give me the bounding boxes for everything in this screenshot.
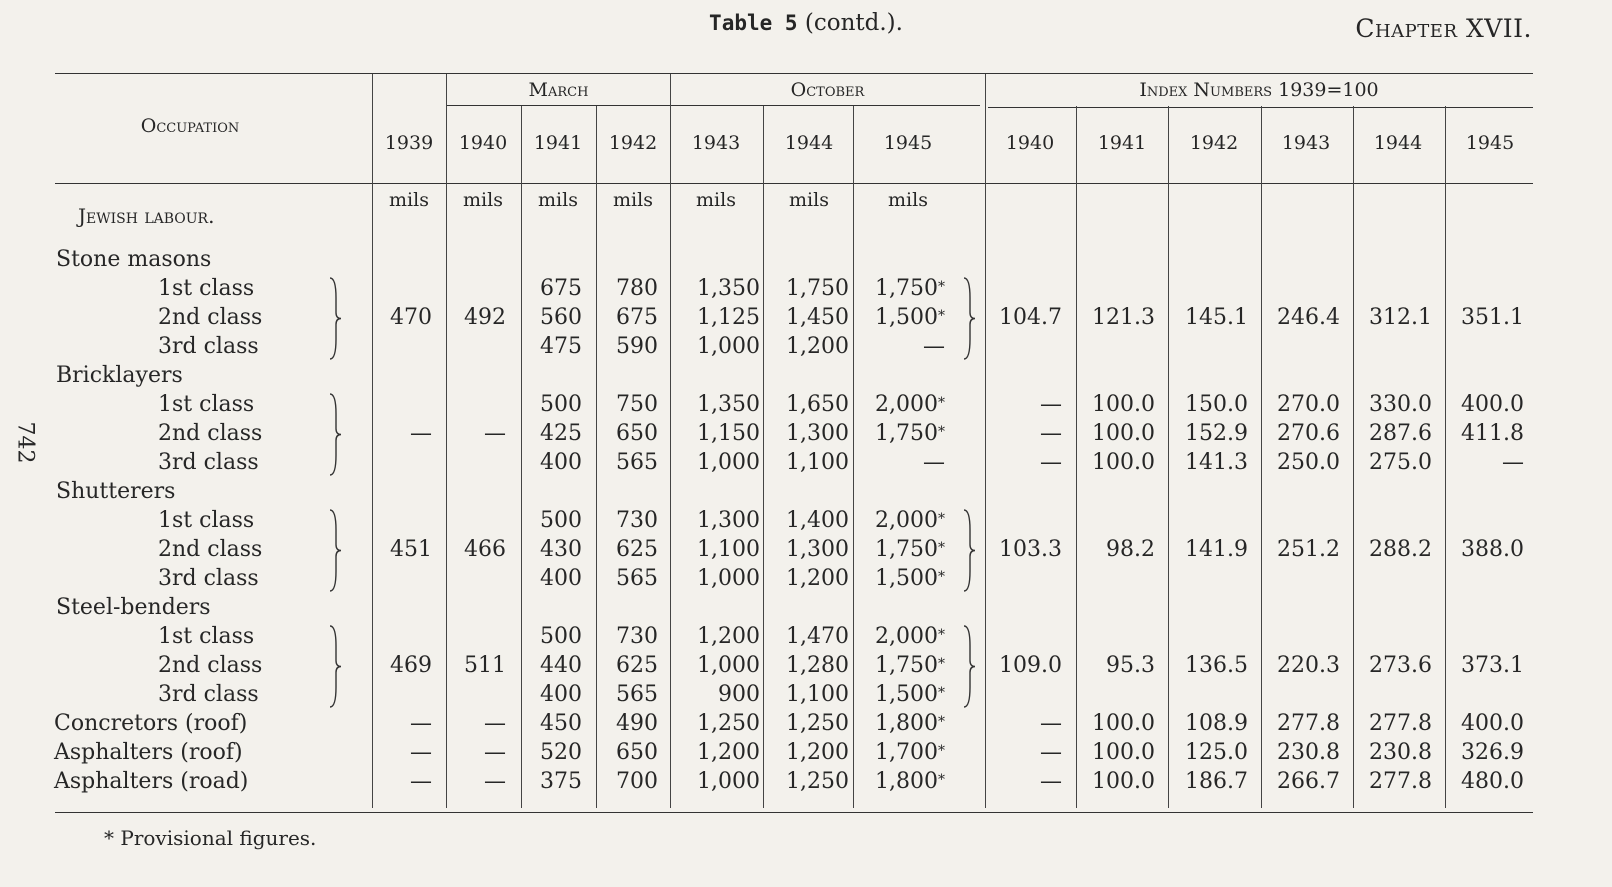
index-value: 270.0	[1277, 392, 1340, 417]
class-label: 3rd class	[158, 682, 259, 707]
index-value: 95.3	[1106, 653, 1155, 678]
provisional-marker: *	[938, 627, 945, 643]
wage-value: 590	[616, 334, 658, 359]
wage-value: 750	[616, 392, 658, 417]
wage-value-1940: 466	[464, 537, 506, 562]
class-label: 1st class	[158, 624, 255, 649]
header-year: 1942	[608, 132, 658, 154]
index-value: 141.9	[1185, 537, 1248, 562]
index-value: 100.0	[1092, 392, 1155, 417]
wage-value: 1,250	[786, 711, 849, 736]
wage-value: 1,470	[786, 624, 849, 649]
wage-value: 2,000*	[875, 624, 945, 649]
wage-value: 430	[540, 537, 582, 562]
rule-line	[55, 183, 1533, 184]
wage-value-1939: 470	[390, 305, 432, 330]
wage-value: 490	[616, 711, 658, 736]
index-value: 100.0	[1092, 769, 1155, 794]
wage-value: 1,200	[786, 566, 849, 591]
class-label: 3rd class	[158, 566, 259, 591]
wage-value: 1,000	[697, 334, 760, 359]
header-index-year: 1942	[1189, 132, 1239, 154]
index-value: 109.0	[999, 653, 1062, 678]
index-value: 152.9	[1185, 421, 1248, 446]
wage-value: 375	[540, 769, 582, 794]
index-value: 121.3	[1092, 305, 1155, 330]
index-value: 275.0	[1369, 450, 1432, 475]
index-value: 411.8	[1461, 421, 1524, 446]
wage-value: 400	[540, 450, 582, 475]
index-value: 108.9	[1185, 711, 1248, 736]
wage-value: 1,400	[786, 508, 849, 533]
index-value: 100.0	[1092, 421, 1155, 446]
wage-value: 1,150	[697, 421, 760, 446]
wage-value-1939: 451	[390, 537, 432, 562]
header-year: 1941	[533, 132, 583, 154]
index-value: 100.0	[1092, 450, 1155, 475]
wage-value: 560	[540, 305, 582, 330]
wage-value: 1,800*	[875, 769, 945, 794]
index-value: 388.0	[1461, 537, 1524, 562]
footnote: * Provisional figures.	[104, 826, 317, 850]
wage-value: 400	[540, 566, 582, 591]
index-value: —	[1040, 421, 1062, 446]
wage-value: 650	[616, 421, 658, 446]
header-index-year: 1944	[1373, 132, 1423, 154]
unit-label: mils	[389, 189, 429, 211]
index-value: 220.3	[1277, 653, 1340, 678]
index-value: 277.8	[1277, 711, 1340, 736]
provisional-marker: *	[938, 569, 945, 585]
wage-value: 675	[616, 305, 658, 330]
wage-value-1940: 511	[464, 653, 506, 678]
group-label: Shutterers	[56, 479, 176, 504]
brace-icon	[328, 509, 342, 592]
index-value: 250.0	[1277, 450, 1340, 475]
wage-value: 1,350	[697, 392, 760, 417]
header-index-numbers: Index Numbers 1939=100	[1139, 79, 1379, 101]
index-value: 230.8	[1369, 740, 1432, 765]
wage-value: —	[484, 711, 506, 736]
wage-value: 1,000	[697, 653, 760, 678]
provisional-marker: *	[938, 540, 945, 556]
wage-value-1940: 492	[464, 305, 506, 330]
header-index-year: 1941	[1097, 132, 1147, 154]
wage-value: 1,500*	[875, 682, 945, 707]
unit-label: mils	[696, 189, 736, 211]
header-index-year: 1940	[1005, 132, 1055, 154]
wage-value: —	[923, 450, 945, 475]
wage-value: 1,300	[697, 508, 760, 533]
index-value: 312.1	[1369, 305, 1432, 330]
index-value: 273.6	[1369, 653, 1432, 678]
index-value: 287.6	[1369, 421, 1432, 446]
wage-value: 450	[540, 711, 582, 736]
index-value: —	[1040, 450, 1062, 475]
index-value: 98.2	[1106, 537, 1155, 562]
wage-value: 1,200	[786, 334, 849, 359]
occupation-label: Asphalters (roof)	[54, 740, 243, 765]
brace-icon	[962, 277, 976, 360]
wage-value: 1,250	[786, 769, 849, 794]
wage-value: 1,280	[786, 653, 849, 678]
wage-value: 1,300	[786, 421, 849, 446]
wage-value: 1,300	[786, 537, 849, 562]
provisional-marker: *	[938, 424, 945, 440]
provisional-marker: *	[938, 685, 945, 701]
provisional-marker: *	[938, 714, 945, 730]
wage-value: 1,800*	[875, 711, 945, 736]
section-heading: Jewish labour.	[78, 204, 215, 228]
wage-value: —	[923, 334, 945, 359]
index-value: 186.7	[1185, 769, 1248, 794]
brace-icon	[328, 625, 342, 708]
wage-value: 1,700*	[875, 740, 945, 765]
wage-value: 1,000	[697, 450, 760, 475]
brace-icon	[328, 277, 342, 360]
wage-value: 2,000*	[875, 508, 945, 533]
wage-value: —	[410, 711, 432, 736]
wage-value: 625	[616, 653, 658, 678]
wage-value: 730	[616, 508, 658, 533]
header-year: 1943	[691, 132, 741, 154]
wage-value: 675	[540, 276, 582, 301]
unit-label: mils	[463, 189, 503, 211]
page-number: 742	[12, 421, 38, 464]
index-value: 270.6	[1277, 421, 1340, 446]
header-index-year: 1943	[1281, 132, 1331, 154]
header-occupation: Occupation	[140, 115, 240, 137]
chapter-heading: Chapter XVII.	[1355, 14, 1532, 43]
wage-value: 565	[616, 566, 658, 591]
class-label: 1st class	[158, 276, 255, 301]
group-label: Stone masons	[56, 247, 212, 272]
index-value: 400.0	[1461, 392, 1524, 417]
rule-line	[55, 812, 1533, 813]
index-value: 288.2	[1369, 537, 1432, 562]
class-label: 1st class	[158, 392, 255, 417]
index-value: 480.0	[1461, 769, 1524, 794]
class-label: 2nd class	[158, 421, 263, 446]
wage-value: 900	[718, 682, 760, 707]
occupation-label: Asphalters (road)	[54, 769, 249, 794]
wage-value: 1,650	[786, 392, 849, 417]
index-value: 125.0	[1185, 740, 1248, 765]
wage-value: 520	[540, 740, 582, 765]
index-value: 351.1	[1461, 305, 1524, 330]
unit-label: mils	[538, 189, 578, 211]
wage-value: 1,125	[697, 305, 760, 330]
group-label: Steel-benders	[56, 595, 211, 620]
index-value: 251.2	[1277, 537, 1340, 562]
wage-value-1939: 469	[390, 653, 432, 678]
occupation-label: Concretors (roof)	[54, 711, 248, 736]
header-march: March	[528, 79, 589, 101]
class-label: 2nd class	[158, 537, 263, 562]
header-year: 1940	[458, 132, 508, 154]
unit-label: mils	[888, 189, 928, 211]
wage-value: 425	[540, 421, 582, 446]
wage-value: 2,000*	[875, 392, 945, 417]
wage-value: 565	[616, 682, 658, 707]
header-year: 1939	[384, 132, 434, 154]
wage-value: 1,200	[697, 624, 760, 649]
wage-value: —	[484, 740, 506, 765]
index-value: 326.9	[1461, 740, 1524, 765]
table-title-rest: (contd.).	[797, 10, 903, 36]
header-year: 1945	[883, 132, 933, 154]
provisional-marker: *	[938, 656, 945, 672]
wage-value: 730	[616, 624, 658, 649]
provisional-marker: *	[938, 511, 945, 527]
wage-value: 780	[616, 276, 658, 301]
index-value: 136.5	[1185, 653, 1248, 678]
provisional-marker: *	[938, 395, 945, 411]
unit-label: mils	[789, 189, 829, 211]
class-label: 2nd class	[158, 305, 263, 330]
index-value: 145.1	[1185, 305, 1248, 330]
header-index-year: 1945	[1465, 132, 1515, 154]
wage-value: 1,750*	[875, 276, 945, 301]
index-value: 104.7	[999, 305, 1062, 330]
provisional-marker: *	[938, 308, 945, 324]
index-value: —	[1040, 392, 1062, 417]
table-title-bold: Table 5	[709, 11, 798, 35]
wage-value: 1,750*	[875, 653, 945, 678]
wage-value: —	[410, 769, 432, 794]
wage-value: 1,200	[786, 740, 849, 765]
index-value: 100.0	[1092, 740, 1155, 765]
provisional-marker: *	[938, 772, 945, 788]
wage-value: 700	[616, 769, 658, 794]
wage-value: 500	[540, 508, 582, 533]
provisional-marker: *	[938, 279, 945, 295]
wage-value: 565	[616, 450, 658, 475]
index-value: 266.7	[1277, 769, 1340, 794]
wage-value: 1,350	[697, 276, 760, 301]
class-label: 2nd class	[158, 653, 263, 678]
index-value: 400.0	[1461, 711, 1524, 736]
group-label: Bricklayers	[56, 363, 183, 388]
brace-icon	[962, 625, 976, 708]
class-label: 3rd class	[158, 450, 259, 475]
wage-value: 1,100	[697, 537, 760, 562]
wage-value: 475	[540, 334, 582, 359]
wage-value: 500	[540, 392, 582, 417]
index-value: 373.1	[1461, 653, 1524, 678]
index-value: —	[1040, 740, 1062, 765]
index-value: 230.8	[1277, 740, 1340, 765]
unit-label: mils	[613, 189, 653, 211]
header-year: 1944	[784, 132, 834, 154]
brace-icon	[328, 393, 342, 476]
header-october: October	[790, 79, 865, 101]
rule-line	[55, 73, 1533, 74]
wage-value: 1,750*	[875, 421, 945, 446]
wage-value-1940: —	[484, 421, 506, 446]
class-label: 1st class	[158, 508, 255, 533]
wage-value: 440	[540, 653, 582, 678]
wage-value: 1,500*	[875, 566, 945, 591]
wage-value: —	[410, 740, 432, 765]
index-value: 141.3	[1185, 450, 1248, 475]
wage-value: 1,750*	[875, 537, 945, 562]
index-value: 100.0	[1092, 711, 1155, 736]
index-value: —	[1502, 450, 1524, 475]
class-label: 3rd class	[158, 334, 259, 359]
wage-value: 1,100	[786, 450, 849, 475]
provisional-marker: *	[938, 743, 945, 759]
wage-value: 1,450	[786, 305, 849, 330]
wage-value: 650	[616, 740, 658, 765]
wage-value: 1,000	[697, 566, 760, 591]
wage-value: 1,000	[697, 769, 760, 794]
index-value: 330.0	[1369, 392, 1432, 417]
wage-value-1939: —	[410, 421, 432, 446]
brace-icon	[962, 509, 976, 592]
wage-value: 1,750	[786, 276, 849, 301]
index-value: 277.8	[1369, 711, 1432, 736]
index-value: —	[1040, 769, 1062, 794]
rule-line	[447, 105, 980, 106]
index-value: 277.8	[1369, 769, 1432, 794]
wage-value: 1,250	[697, 711, 760, 736]
wage-value: 1,200	[697, 740, 760, 765]
index-value: 246.4	[1277, 305, 1340, 330]
wage-value: 625	[616, 537, 658, 562]
wage-value: 1,500*	[875, 305, 945, 330]
wage-value: 400	[540, 682, 582, 707]
wage-value: 500	[540, 624, 582, 649]
index-value: —	[1040, 711, 1062, 736]
wage-value: —	[484, 769, 506, 794]
wage-value: 1,100	[786, 682, 849, 707]
index-value: 103.3	[999, 537, 1062, 562]
index-value: 150.0	[1185, 392, 1248, 417]
